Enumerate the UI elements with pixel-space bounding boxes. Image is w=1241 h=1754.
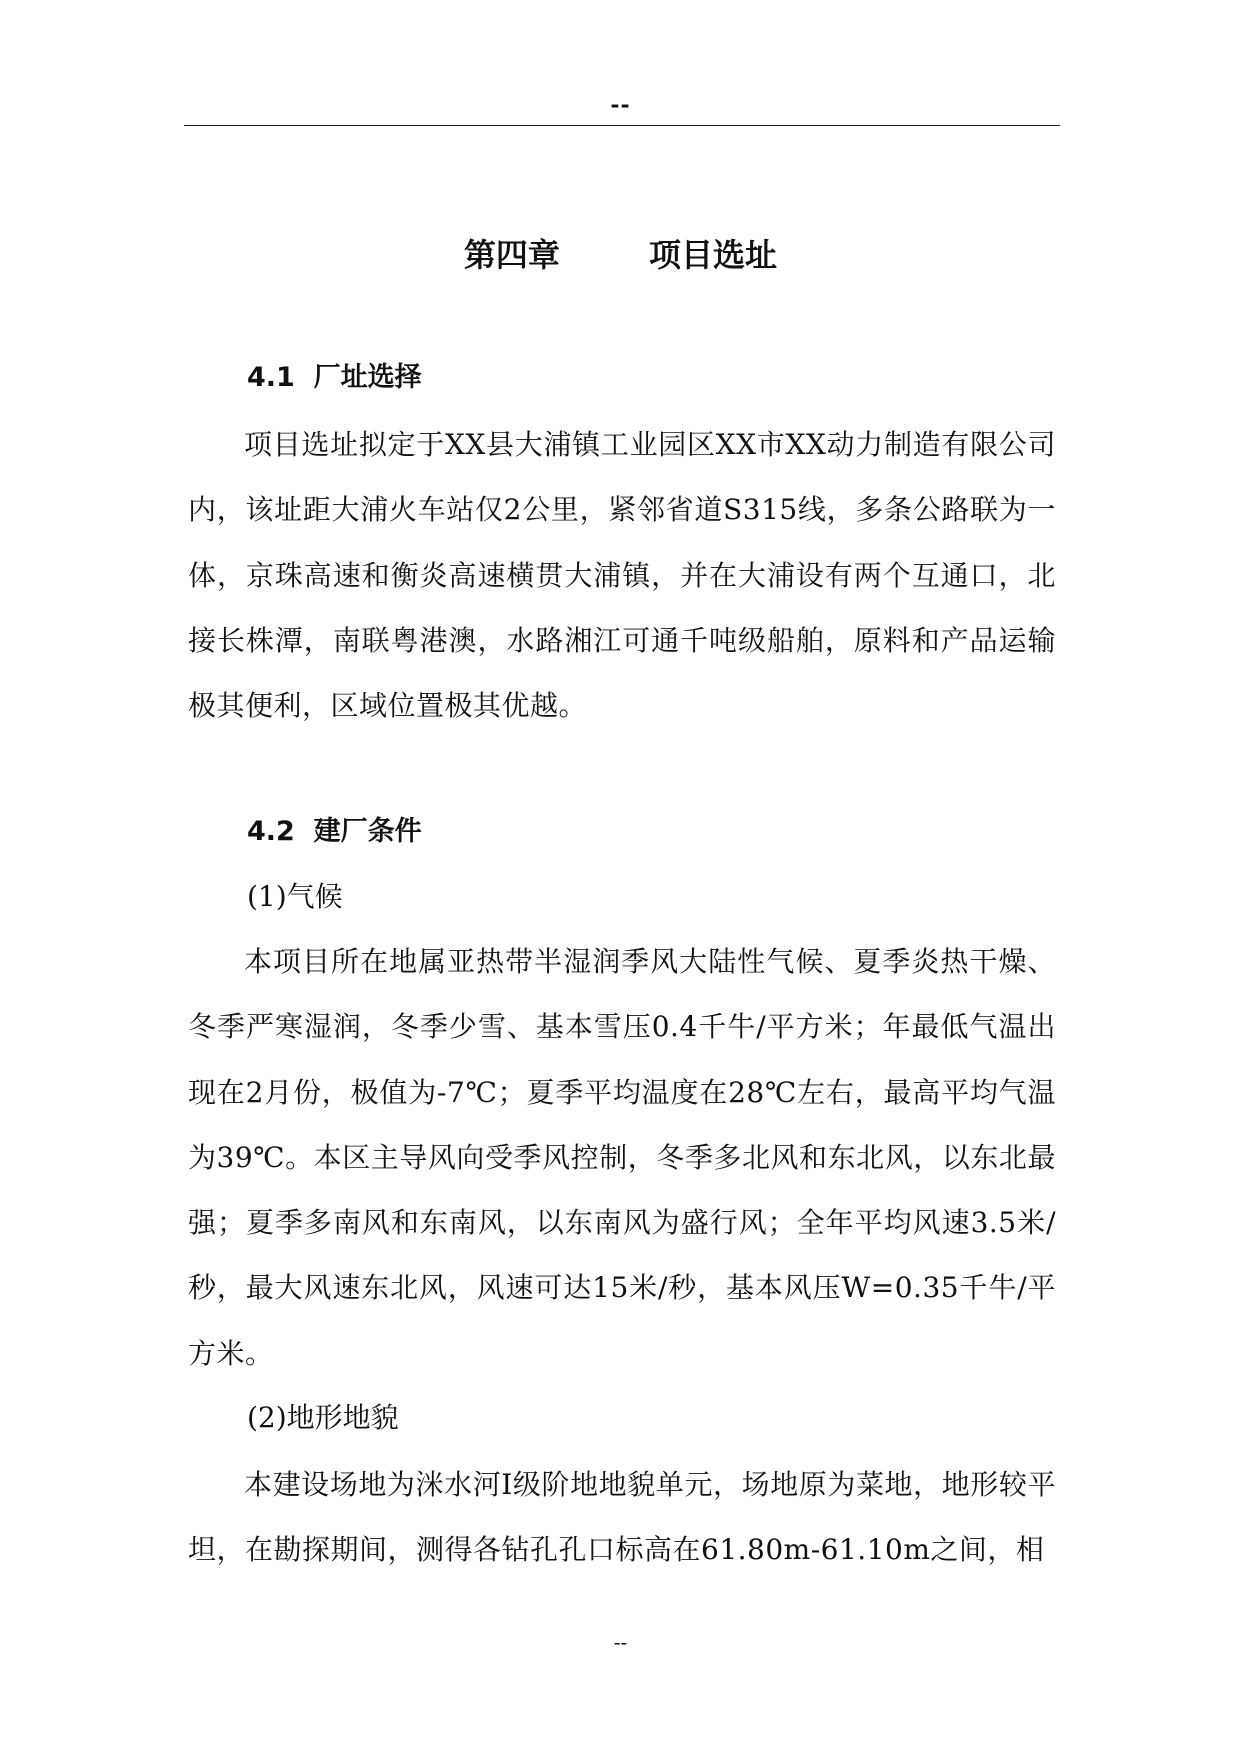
section-4-1-paragraph: 项目选址拟定于XX县大浦镇工业园区XX市XX动力制造有限公司内，该址距大浦火车站仅2公里，紧邻省道S315线，多条公路联为一体，京珠高速和衡炎高速横贯大浦镇，并在大浦设有两个互通口，北接长株潭，南联粤港澳，水路湘江可通千吨级船舶，原料和产品运输极其便利，区域位置极其优越。: [188, 428, 1056, 723]
page-footer-mark: --: [613, 1630, 628, 1654]
climate-label: (1)气候: [247, 880, 343, 913]
section-heading-4-1: 4.1 厂址选择: [247, 362, 422, 393]
terrain-paragraph: 本建设场地为洣水河Ⅰ级阶地地貌单元，场地原为菜地，地形较平坦，在勘探期间，测得各钻孔孔口标高在61.80m-61.10m之间，相: [188, 1468, 1056, 1567]
page-header-mark: --: [610, 92, 631, 118]
chapter-title: 第四章 项目选址: [463, 236, 778, 274]
section-heading-4-2: 4.2 建厂条件: [247, 816, 422, 847]
terrain-label: (2)地形地貌: [247, 1401, 399, 1434]
climate-paragraph: 本项目所在地属亚热带半湿润季风大陆性气候、夏季炎热干燥、冬季严寒湿润，冬季少雪、基本雪压0.4千牛/平方米；年最低气温出现在2月份，极值为-7℃；夏季平均温度在28℃左右，最高平均气温为39℃。本区主导风向受季风控制，冬季多北风和东北风，以东北最强；夏季多南风和东南风，以东南风为盛行风；全年平均风速3.5米/秒，最大风速东北风，风速可达15米/秒，基本风压W=0.35千牛/平方米。: [188, 945, 1056, 1370]
header-rule: [184, 125, 1060, 126]
